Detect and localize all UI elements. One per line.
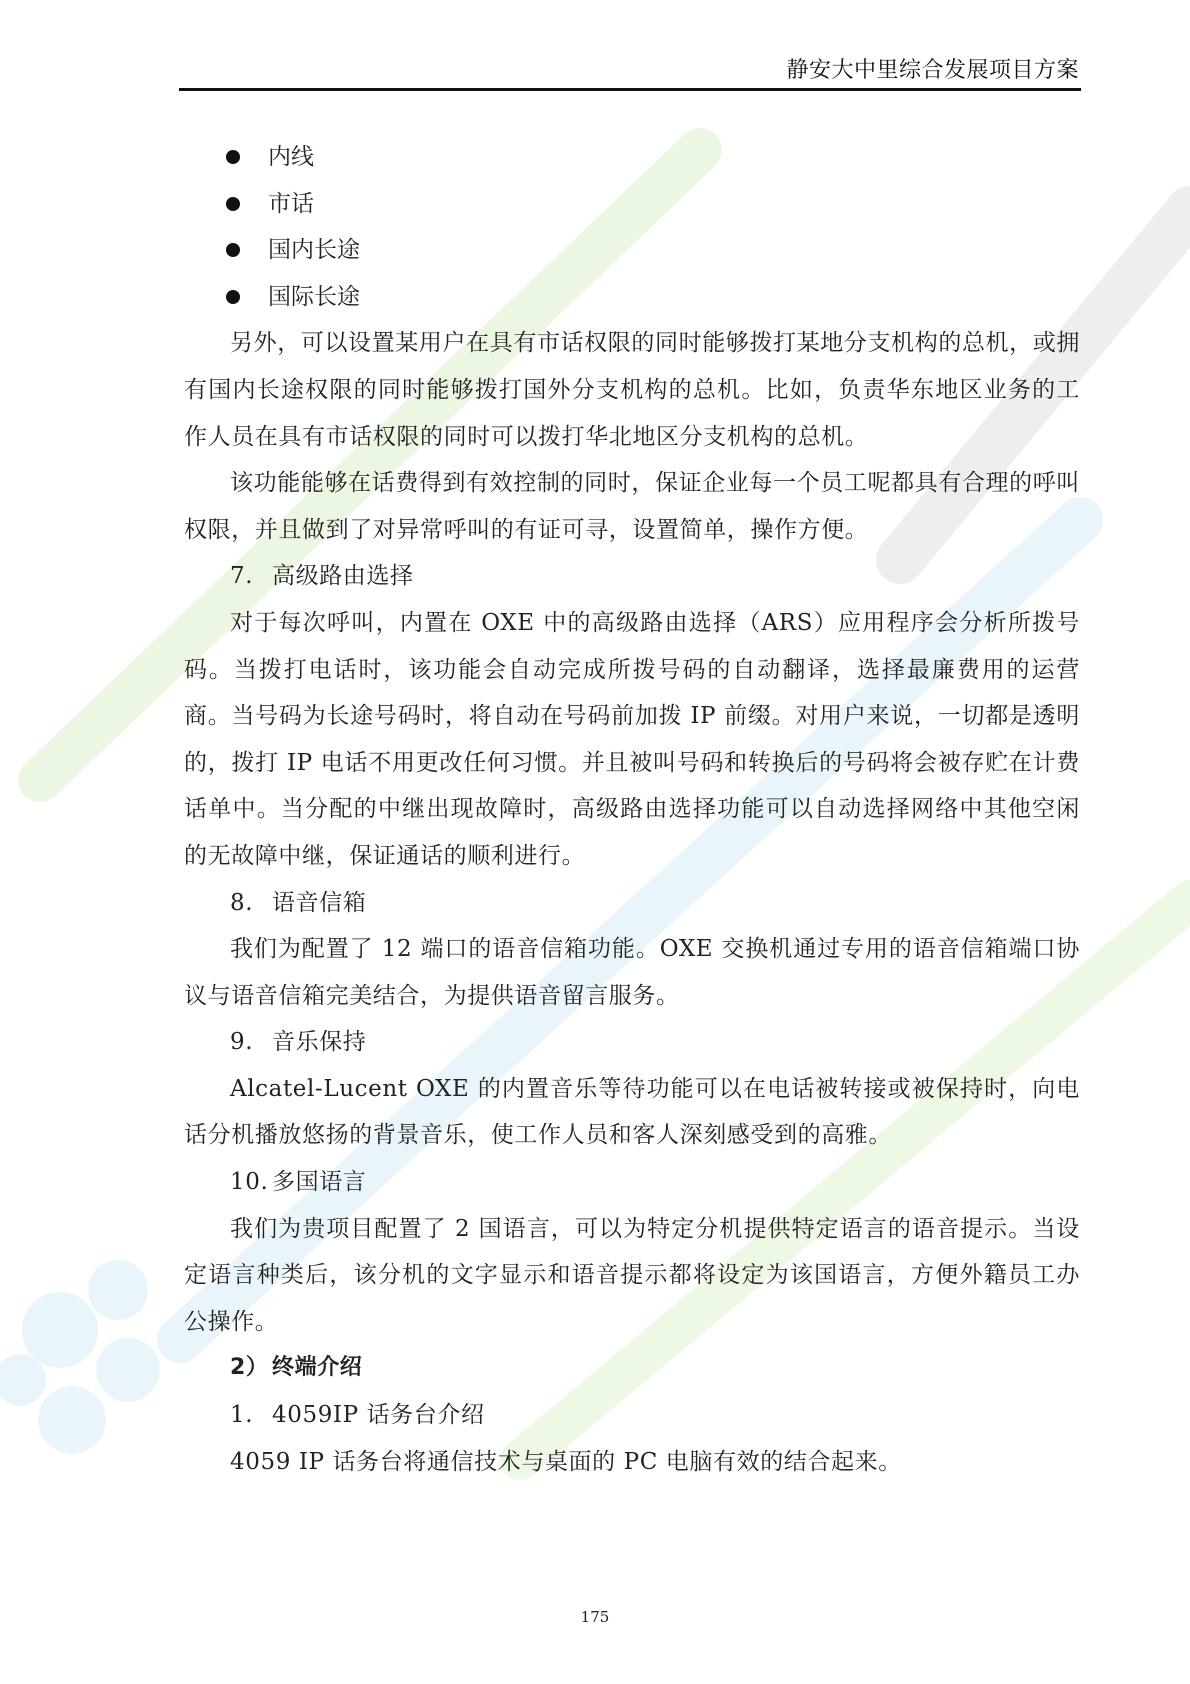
list-item-label: 国内长途: [268, 237, 360, 264]
heading-text: 多国语言: [272, 1169, 367, 1196]
heading-number: 1.: [230, 1402, 254, 1429]
list-item: [184, 227, 1080, 274]
paragraph-cost-control: 该功能能够在话费得到有效控制的同时，保证企业每一个员工呢都具有合理的呼叫权限，并且做到了对异常呼叫的有证可寻，设置简单，操作方便。: [184, 470, 1080, 543]
section-heading-music-on-hold: [184, 1019, 1080, 1066]
paragraph-ars: 对于每次呼叫，内置在 OXE 中的高级路由选择（ARS）应用程序会分析所拨号码。当拨打电话时，该功能会自动完成所拨号码的自动翻译，选择最廉费用的运营商。当号码为长途号码时，将自动在号码前加拨 IP 前缀。对用户来说，一切都是透明的，拨打 IP 电话不用更改任何习惯。并且被叫号码和转换后的号码将会被存贮在计费话单中。当分配的中继出现故障时，高级路由选择功能可以自动选择网络中其他空闲的无故障中继，保证通话的顺利进行。: [184, 609, 1080, 869]
list-item: [184, 134, 1080, 181]
header-title: 静安大中里综合发展项目方案: [786, 58, 1079, 83]
heading-text: 4059IP 话务台介绍: [272, 1402, 485, 1429]
section-heading-multilingual: [184, 1159, 1080, 1206]
heading-number: 10.: [230, 1169, 269, 1196]
section-heading-voicemail: [184, 880, 1080, 927]
heading-number: 8.: [230, 889, 254, 916]
subsection-heading-terminals: [184, 1345, 1080, 1392]
list-item: [184, 181, 1080, 228]
page-number: 175: [580, 1608, 610, 1626]
heading-number: 9.: [230, 1029, 254, 1056]
list-item-label: 市话: [268, 190, 314, 217]
bullet-icon: [226, 290, 240, 304]
bullet-icon: [226, 150, 240, 164]
paragraph-voicemail: 我们为配置了 12 端口的语音信箱功能。OXE 交换机通过专用的语音信箱端口协议与语音信箱完美结合，为提供语音留言服务。: [184, 936, 1080, 1009]
heading-text: 音乐保持: [272, 1029, 367, 1056]
heading-text: 高级路由选择: [272, 563, 414, 590]
section-heading-4059ip: [184, 1392, 1080, 1439]
heading-text: 终端介绍: [272, 1355, 363, 1381]
heading-number: 7.: [230, 563, 254, 590]
document-body: [184, 134, 1080, 1485]
paragraph-music-on-hold: Alcatel-Lucent OXE 的内置音乐等待功能可以在电话被转接或被保持时，向电话分机播放悠扬的背景音乐，使工作人员和客人深刻感受到的高雅。: [184, 1075, 1080, 1149]
paragraph-multilingual: 我们为贵项目配置了 2 国语言，可以为特定分机提供特定语言的语音提示。当设定语言种类后，该分机的文字显示和语音提示都将设定为该国语言，方便外籍员工办公操作。: [184, 1215, 1080, 1335]
bullet-icon: [226, 197, 240, 211]
list-item: [184, 274, 1080, 321]
heading-text: 语音信箱: [272, 889, 367, 916]
paragraph-permission-extension: 另外，可以设置某用户在具有市话权限的同时能够拨打某地分支机构的总机，或拥有国内长途权限的同时能够拨打国外分支机构的总机。比如，负责华东地区业务的工作人员在具有市话权限的同时可以拨打华北地区分支机构的总机。: [184, 330, 1080, 450]
section-heading-ars: [184, 553, 1080, 600]
list-item-label: 内线: [268, 144, 314, 170]
permission-list: [184, 134, 1080, 320]
paragraph-4059ip: 4059 IP 话务台将通信技术与桌面的 PC 电脑有效的结合起来。: [230, 1448, 902, 1475]
page-header: [179, 52, 1081, 91]
heading-number: 2）: [230, 1355, 269, 1381]
bullet-icon: [226, 243, 240, 257]
list-item-label: 国际长途: [268, 283, 360, 310]
